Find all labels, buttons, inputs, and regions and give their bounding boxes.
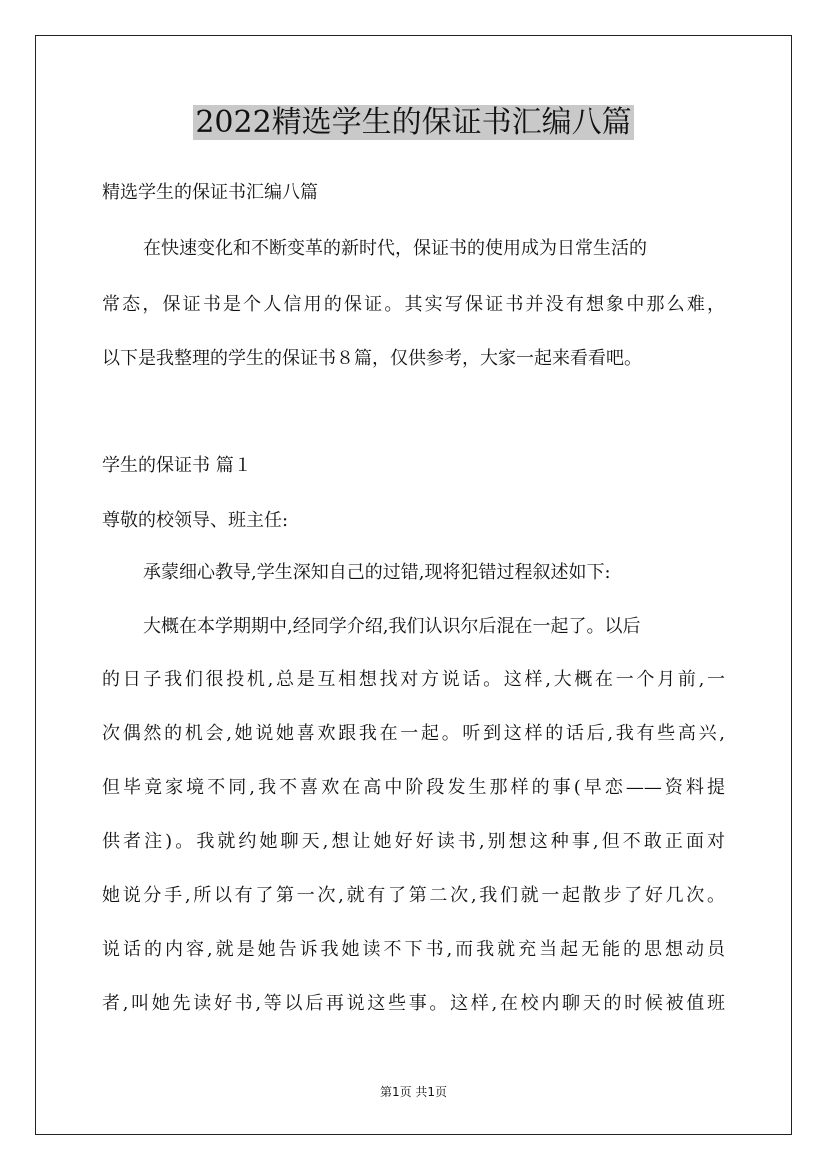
document-title-text: 2022精选学生的保证书汇编八篇 xyxy=(195,105,632,140)
body-line: 但毕竟家境不同,我不喜欢在高中阶段发生那样的事(早恋——资料提 xyxy=(102,777,725,798)
body-line: 者,叫她先读好书,等以后再说这些事。这样,在校内聊天的时候被值班 xyxy=(102,993,725,1014)
document-title xyxy=(0,103,827,143)
page-footer: 第1页 共1页 xyxy=(379,1085,448,1099)
body-line: 次偶然的机会,她说她喜欢跟我在一起。听到这样的话后,我有些高兴, xyxy=(102,723,725,744)
body-line: 她说分手,所以有了第一次,就有了第二次,我们就一起散步了好几次。 xyxy=(102,885,725,906)
salutation: 尊敬的校领导、班主任: xyxy=(102,510,289,531)
document-subtitle: 精选学生的保证书汇编八篇 xyxy=(102,182,318,203)
body-line: 的日子我们很投机,总是互相想找对方说话。这样,大概在一个月前,一 xyxy=(102,669,725,690)
intro-paragraph-line: 以下是我整理的学生的保证书８篇，仅供参考，大家一起来看看吧。 xyxy=(102,348,642,369)
body-line: 大概在本学期期中,经同学介绍,我们认识尔后混在一起了。以后 xyxy=(143,616,641,637)
intro-paragraph-line: 常态，保证书是个人信用的保证。其实写保证书并没有想象中那么难， xyxy=(102,294,725,315)
section-heading: 学生的保证书 篇１ xyxy=(102,455,252,476)
body-line: 承蒙细心教导,学生深知自己的过错,现将犯错过程叙述如下: xyxy=(143,562,611,583)
body-line: 说话的内容,就是她告诉我她读不下书,而我就充当起无能的思想动员 xyxy=(102,939,725,960)
body-line: 供者注)。我就约她聊天,想让她好好读书,别想这种事,但不敢正面对 xyxy=(102,831,725,852)
intro-paragraph-line: 在快速变化和不断变革的新时代，保证书的使用成为日常生活的 xyxy=(143,238,647,259)
